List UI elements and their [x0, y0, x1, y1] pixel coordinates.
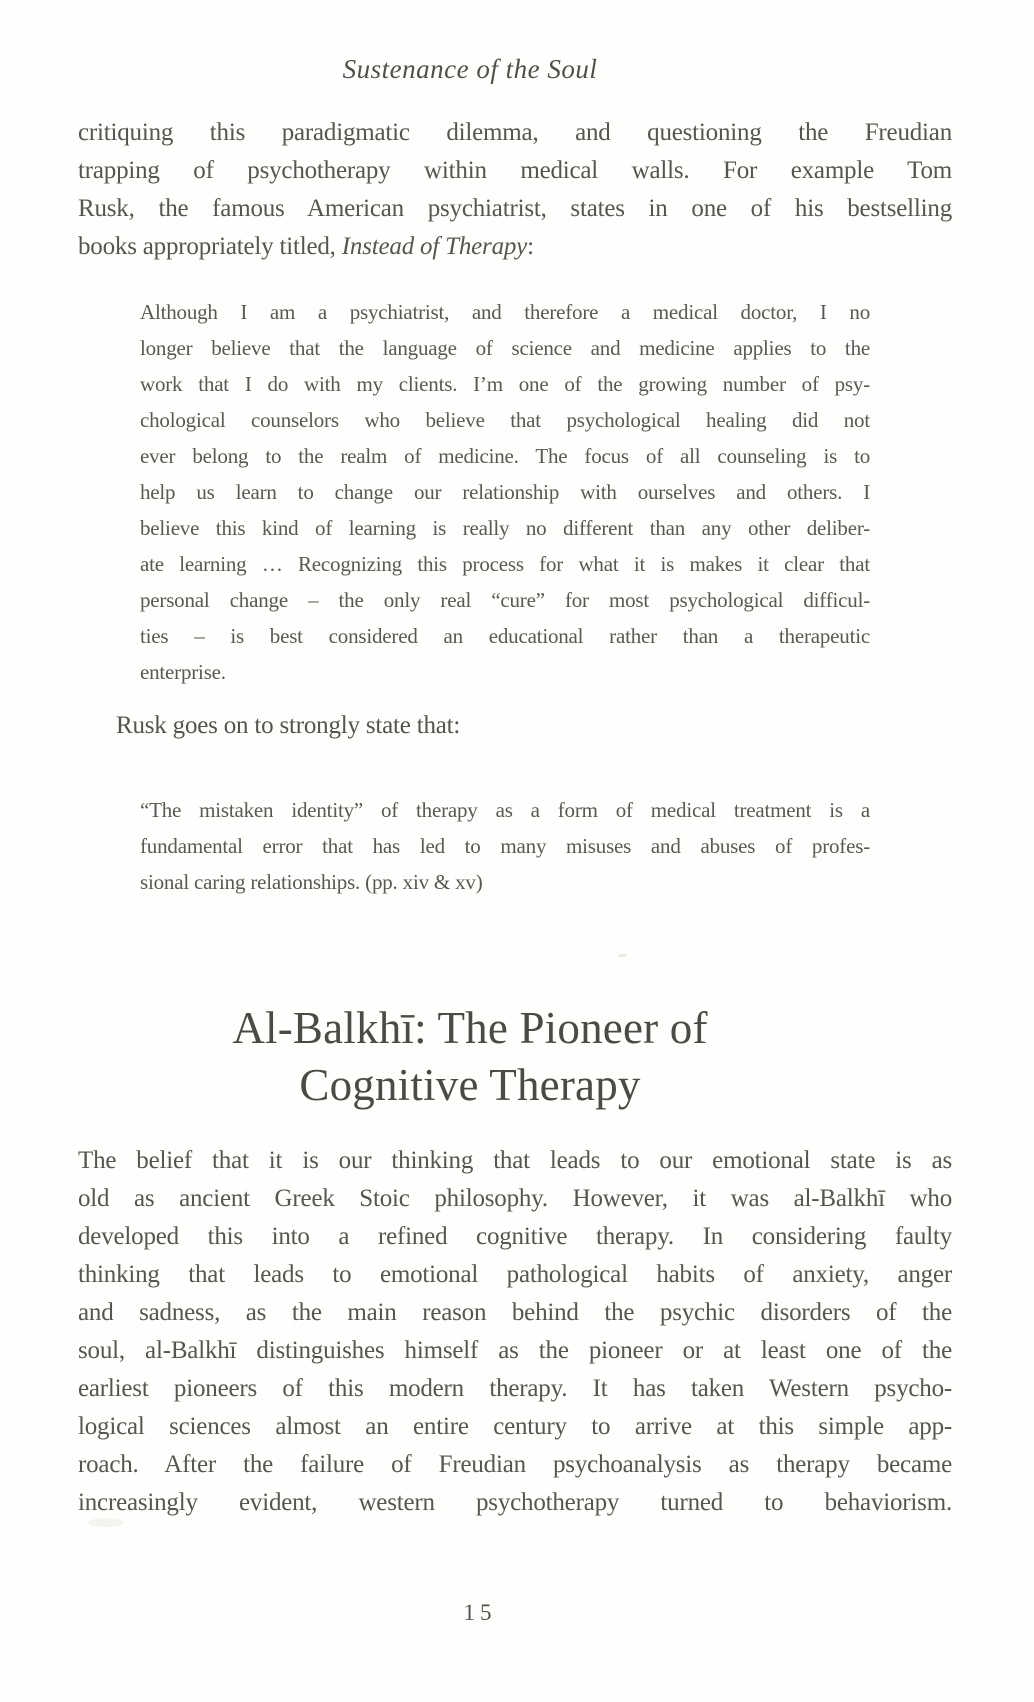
text-line: The belief that it is our thinking that leads to our emotional state is as — [78, 1147, 952, 1174]
text-line: old as ancient Greek Stoic philosophy. However, it was al-Balkhī who — [78, 1185, 952, 1212]
text-line: developed this into a refined cognitive therapy. In considering faulty — [78, 1223, 952, 1250]
intro-paragraph-last-line — [78, 228, 952, 266]
text-line: ties – is best considered an educational rather than a therapeutic — [140, 624, 870, 648]
running-header: Sustenance of the Soul — [342, 54, 598, 84]
block-quote-rusk-2 — [140, 792, 870, 900]
text-line: sional caring relationships. (pp. xiv & xv) — [140, 870, 483, 894]
scan-artifact — [88, 1518, 124, 1527]
text-line: Although I am a psychiatrist, and therefore a medical doctor, I no — [140, 300, 870, 324]
text-line: roach. After the failure of Freudian psychoanalysis as therapy became — [78, 1451, 952, 1478]
text-line: ate learning … Recognizing this process for what it is makes it clear that — [140, 552, 870, 576]
intro-paragraph — [78, 114, 952, 266]
text-line: Rusk, the famous American psychiatrist, states in one of his bestselling — [78, 195, 952, 222]
scan-artifact — [618, 954, 627, 957]
intro-last-line-colon: : — [527, 233, 534, 260]
text-line: help us learn to change our relationship with ourselves and others. I — [140, 480, 870, 504]
page-number: 15 — [463, 1600, 497, 1625]
section-heading-line1: Al-Balkhī: The Pioneer of — [232, 1003, 708, 1053]
interlude-text: Rusk goes on to strongly state that: — [116, 712, 461, 739]
text-line: critiquing this paradigmatic dilemma, and questioning the Freudian — [78, 119, 952, 146]
text-line: thinking that leads to emotional pathological habits of anxiety, anger — [78, 1261, 952, 1288]
text-line: ever belong to the realm of medicine. The focus of all counseling is to — [140, 444, 870, 468]
text-line: work that I do with my clients. I’m one of the growing number of psy- — [140, 372, 870, 396]
text-line: trapping of psychotherapy within medical walls. For example Tom — [78, 157, 952, 184]
text-line: believe this kind of learning is really no different than any other deliber- — [140, 516, 870, 540]
page-footer — [0, 1600, 960, 1626]
text-line: earliest pioneers of this modern therapy. It has taken Western psycho- — [78, 1375, 952, 1402]
text-line: fundamental error that has led to many misuses and abuses of profes- — [140, 834, 870, 858]
text-line: enterprise. — [140, 660, 226, 684]
text-line: longer believe that the language of science and medicine applies to the — [140, 336, 870, 360]
book-title-italic: Instead of Therapy — [341, 233, 528, 260]
intro-last-line-text: books appropriately titled, — [78, 233, 342, 260]
block-quote-rusk-1 — [140, 294, 870, 690]
body-paragraph — [78, 1142, 952, 1522]
text-line: and sadness, as the main reason behind the psychic disorders of the — [78, 1299, 952, 1326]
intro-paragraph-lines — [78, 114, 952, 228]
text-line: logical sciences almost an entire century to arrive at this simple app- — [78, 1413, 952, 1440]
text-line: soul, al-Balkhī distinguishes himself as the pioneer or at least one of the — [78, 1337, 952, 1364]
text-line: personal change – the only real “cure” for most psychological difficul- — [140, 588, 870, 612]
text-line: increasingly evident, western psychotherapy turned to behaviorism. — [78, 1489, 952, 1516]
text-line: chological counselors who believe that psychological healing did not — [140, 408, 870, 432]
section-heading-line2: Cognitive Therapy — [299, 1060, 641, 1110]
section-heading — [0, 1000, 940, 1114]
text-line: “The mistaken identity” of therapy as a form of medical treatment is a — [140, 798, 870, 822]
